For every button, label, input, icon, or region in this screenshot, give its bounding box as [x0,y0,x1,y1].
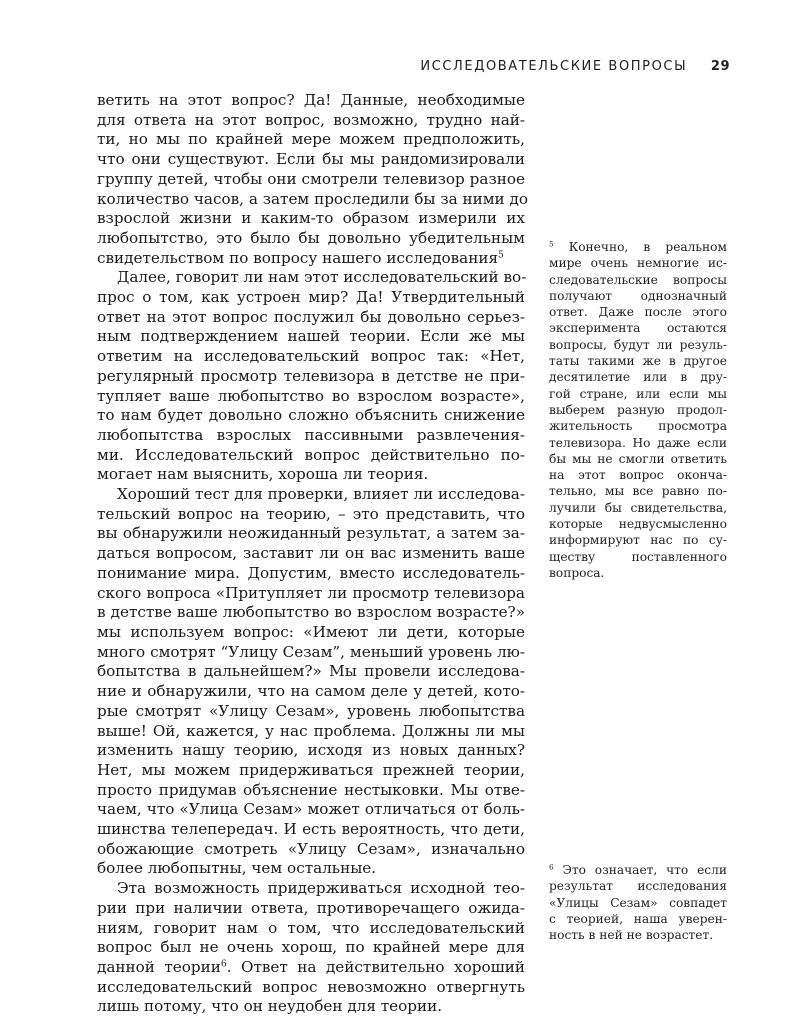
text-line: чаем, что «Улица Сезам» может отличаться от боль- [97,800,525,819]
sidenote-line: лучили бы свидетельства, [549,500,727,515]
text-line: ответ на этот вопрос послужил бы довольно серьез- [97,307,525,326]
text-line: ным подтверждением нашей теории. Если же мы [97,327,525,346]
text-line: рии при наличии ответа, противоречащего ожида- [97,898,525,917]
text-line: много смотрят “Улицу Сезам”, меньший уровень лю- [97,642,525,661]
text-line: вы обнаружили неожиданный результат, а затем за- [97,524,525,543]
footnote-ref-5: 5 [498,250,504,261]
text-line: ти, но мы по крайней мере можем предположить, [97,130,525,149]
sidenote-line: информируют нас по су- [549,533,727,548]
text-line: тупляет ваше любопытство во взрослом возрасте», [97,386,525,405]
sidenote-line: ществу поставленного [549,549,727,564]
text-line: любопытство, это было бы довольно убедительным [97,228,525,247]
sidenote-line: вопроса. [549,565,605,580]
text-line: понимание мира. Допустим, вместо исследователь- [97,563,525,582]
text-line: в детстве ваше любопытство во взрослом возрасте?» [97,603,525,622]
sidenote-line [549,239,727,255]
text-line: ми. Исследовательский вопрос действительно по- [97,445,525,464]
sidenote-line [549,862,727,878]
sidenote-6 [549,862,727,943]
text-line: взрослой жизни и каким-то образом измерили их [97,209,525,228]
sidenote-line: телевизора. Но даже если [549,435,727,450]
sidenote-line: ответ. Даже после этого [549,305,727,320]
text-line: тельский вопрос на теорию, – это представить, что [97,504,525,523]
sidenote-line: выберем разную продол- [549,402,727,417]
sidenote-line: «Улицы Сезам» совпадет [549,895,727,910]
sidenote-text: Конечно, в реальном [568,240,727,254]
text-line: изменить нашу теорию, исходя из новых данных? [97,741,525,760]
text-line: Эта возможность придерживаться исходной тео- [117,879,525,898]
sidenote-line: ность в ней не возрастет. [549,928,714,943]
sidenote-line: гой стране, или если мы [549,386,727,401]
sidenote-text: Это означает, что если [562,863,727,877]
text-line: просто придумав объяснение нестыковки. Мы отве- [97,780,525,799]
text-line: Далее, говорит ли нам этот исследовательский во- [117,268,527,287]
text-line: могает нам выяснить, хороша ли теория. [97,465,429,484]
sidenote-line: на этот вопрос оконча- [549,468,727,483]
sidenote-line: следовательские вопросы [549,272,727,287]
text-line: обожающие смотреть «Улицу Сезам», изначально [97,839,525,858]
sidenote-line: мире очень немногие ис- [549,256,727,271]
text-line: ского вопроса «Притупляет ли просмотр телевизора [97,583,525,602]
sidenote-line: бы мы не смогли ответить [549,451,727,466]
text-line-content: данной теории [97,957,221,976]
text-line: шинства телепередач. И есть вероятность, что дети, [97,820,525,839]
text-line: прос о том, как устроен мир? Да! Утвердительный [97,288,525,307]
text-line: лишь потому, что он неудобен для теории. [97,997,443,1016]
sidenote-line: эксперимента остаются [549,321,727,336]
text-line [97,958,525,978]
text-line: группу детей, чтобы они смотрели телевизор разное [97,169,525,188]
text-line: регулярный просмотр телевизора в детстве не при- [97,366,525,385]
text-line: ветить на этот вопрос? Да! Данные, необходимые [97,91,525,109]
text-line: исследовательский вопрос невозможно отвергнуть [97,977,525,996]
sidenote-line: вопросы, будут ли резуль- [549,337,727,352]
sidenote-line: с теорией, наша уверен- [549,911,727,926]
text-line: Нет, мы можем придерживаться прежней теории, [97,760,525,779]
text-line [97,249,525,269]
sidenote-line: таты такими же в другое [549,354,727,369]
footnote-marker-5: 5 [549,239,554,249]
text-line: Хороший тест для проверки, влияет ли исследова- [117,485,525,504]
running-title: ИССЛЕДОВАТЕЛЬСКИЕ ВОПРОСЫ [420,59,688,74]
text-line: любопытства взрослых пассивными развлечения- [97,425,525,444]
text-line: то нам будет довольно сложно объяснить снижение [97,406,525,425]
text-line: ниям, говорит нам о том, что исследовательский [97,918,525,937]
sidenote-line: десятилетие или в дру- [549,370,727,385]
sidenote-line: тельно, мы все равно по- [549,484,727,499]
sidenote-5 [549,239,727,581]
text-line: что они существуют. Если бы мы рандомизировали [97,150,525,169]
text-line: даться вопросом, заставит ли он вас изменить ваше [97,544,525,563]
text-line-content: свидетельством по вопросу нашего исследования [97,248,499,267]
text-line: мы используем вопрос: «Имеют ли дети, которые [97,622,525,641]
text-line: ние и обнаружили, что на самом деле у детей, кото- [97,682,525,701]
text-line-tail: . Ответ на действительно хороший [226,957,525,976]
sidenote-line: результат исследования [549,879,727,894]
text-line: рые смотрят «Улицу Сезам», уровень любопытства [97,701,525,720]
text-line: выше! Ой, кажется, у нас проблема. Должны ли мы [97,721,525,740]
sidenote-line: получают однозначный [549,288,727,303]
sidenote-line: жительность просмотра [549,419,727,434]
sidenote-line: которые недвусмысленно [549,517,727,532]
text-line: бопытства в дальнейшем?» Мы провели исследова- [97,662,525,681]
text-line: ответим на исследовательский вопрос так: «Нет, [97,347,525,366]
footnote-ref-6: 6 [220,959,227,970]
page-number: 29 [710,59,730,74]
text-line: более любопытны, чем остальные. [97,859,377,878]
running-head [420,59,730,74]
text-line: для ответа на этот вопрос, возможно, трудно най- [97,110,525,129]
text-line: количество часов, а затем проследили бы за ними до [97,189,528,208]
footnote-marker-6: 6 [549,862,554,872]
main-text-column [97,91,528,1017]
text-line: вопрос был не очень хорош, по крайней мере для [97,938,525,957]
